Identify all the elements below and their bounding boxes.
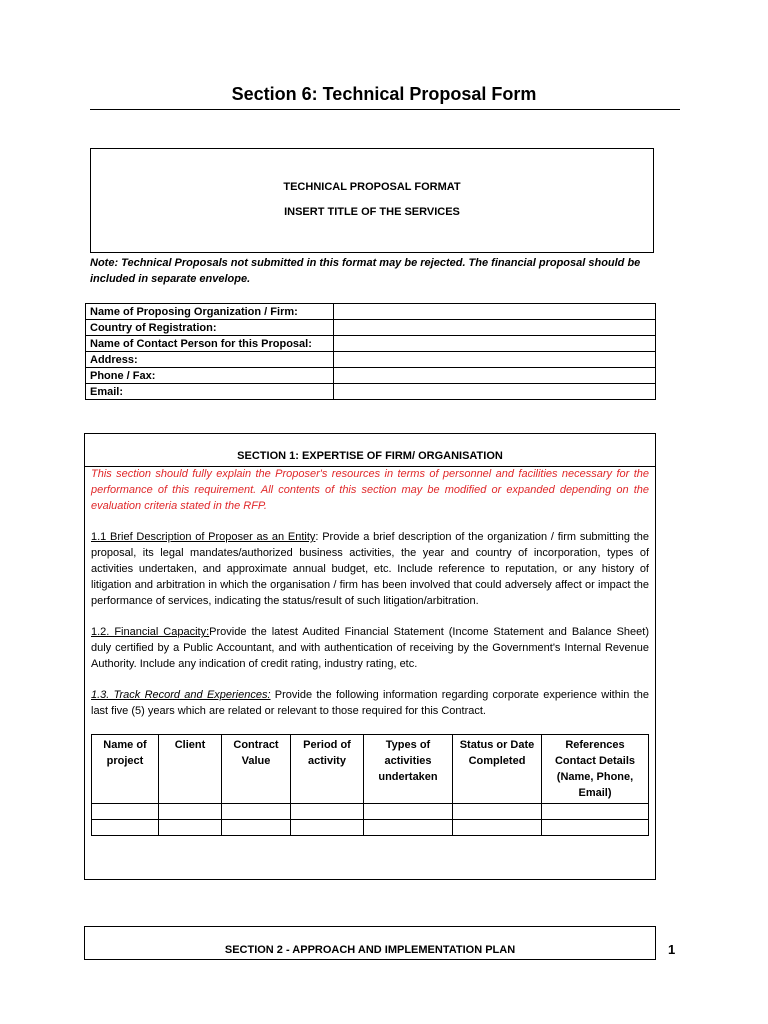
field-label: Phone / Fax: [86, 368, 334, 384]
table-row [86, 320, 656, 336]
table-row [86, 384, 656, 400]
paragraph-heading: 1.3. Track Record and Experiences: [91, 689, 271, 701]
org-name-field[interactable] [334, 304, 656, 320]
email-field[interactable] [334, 384, 656, 400]
table-cell[interactable] [92, 804, 159, 820]
table-row [92, 820, 649, 836]
paragraph-text: Provide the latest Audited Financial Statement (Income Statement and Balance Sheet) duly certified by a Public Accountant, and with authentication of receiving by the Government's Internal Revenue Authority. Include any indication of credit rating, industry rating, etc. [91, 626, 649, 670]
table-cell[interactable] [222, 804, 291, 820]
table-cell[interactable] [291, 820, 364, 836]
services-title-placeholder: INSERT TITLE OF THE SERVICES [284, 206, 460, 218]
table-row [86, 304, 656, 320]
field-label: Email: [86, 384, 334, 400]
section1-title: SECTION 1: EXPERTISE OF FIRM/ ORGANISATION [237, 450, 503, 462]
paragraph-text: Provide the following information regarding corporate experience within the last five (5) years which are related or relevant to those required for this Contract. [91, 689, 649, 717]
title-underline [90, 109, 680, 110]
table-cell[interactable] [92, 820, 159, 836]
page-title: Section 6: Technical Proposal Form [231, 84, 537, 104]
address-field[interactable] [334, 352, 656, 368]
column-header: References Contact Details (Name, Phone, Email) [542, 735, 649, 804]
section1-instruction: This section should fully explain the Proposer's resources in terms of personnel and facilities necessary for the performance of this requirement. All contents of this section may be modified or expanded depending on the evaluation criteria stated in the RFP. [91, 468, 649, 512]
section2-box [84, 926, 656, 960]
section2-title: SECTION 2 - APPROACH AND IMPLEMENTATION PLAN [224, 944, 516, 956]
table-row [86, 336, 656, 352]
column-header: Client [159, 735, 222, 804]
table-cell[interactable] [291, 804, 364, 820]
table-cell[interactable] [159, 820, 222, 836]
column-header: Types of activities undertaken [364, 735, 453, 804]
field-label: Name of Contact Person for this Proposal: [86, 336, 334, 352]
organization-info-table [85, 303, 656, 400]
table-row [92, 804, 649, 820]
contact-person-field[interactable] [334, 336, 656, 352]
table-cell[interactable] [542, 820, 649, 836]
rejection-note: Note: Technical Proposals not submitted in this format may be rejected. The financial proposal should be included in separate envelope. [90, 257, 641, 285]
paragraph-1-3 [91, 687, 649, 719]
field-label: Name of Proposing Organization / Firm: [86, 304, 334, 320]
column-header: Period of activity [291, 735, 364, 804]
paragraph-text: : Provide a brief description of the organization / firm submitting the proposal, its legal mandates/authorized business activities, the year and country of incorporation, types of activities undertaken, and approximate annual budget, etc. Include reference to reputation, or any history of litigation and arbitration in which the organisation / firm has been involved that could adversely affect or impact the performance of services, indicating the status/result of such litigation/arbitration. [91, 531, 649, 607]
paragraph-heading: 1.2. Financial Capacity: [91, 626, 210, 638]
column-header: Name of project [92, 735, 159, 804]
track-record-table [91, 734, 649, 836]
table-cell[interactable] [159, 804, 222, 820]
page-number: 1 [668, 942, 676, 957]
column-header: Status or Date Completed [453, 735, 542, 804]
paragraph-1-1 [91, 529, 649, 609]
table-row [86, 352, 656, 368]
column-header: Contract Value [222, 735, 291, 804]
format-heading: TECHNICAL PROPOSAL FORMAT [283, 181, 461, 193]
country-field[interactable] [334, 320, 656, 336]
field-label: Address: [86, 352, 334, 368]
table-cell[interactable] [364, 820, 453, 836]
field-label: Country of Registration: [86, 320, 334, 336]
paragraph-heading: 1.1 Brief Description of Proposer as an Entity [91, 531, 316, 543]
table-cell[interactable] [453, 804, 542, 820]
table-cell[interactable] [222, 820, 291, 836]
phone-fax-field[interactable] [334, 368, 656, 384]
proposal-format-box [90, 148, 654, 253]
section1-box [84, 433, 656, 880]
table-cell[interactable] [453, 820, 542, 836]
paragraph-1-2 [91, 624, 649, 672]
table-header-row [92, 735, 649, 804]
table-row [86, 368, 656, 384]
table-cell[interactable] [364, 804, 453, 820]
table-cell[interactable] [542, 804, 649, 820]
